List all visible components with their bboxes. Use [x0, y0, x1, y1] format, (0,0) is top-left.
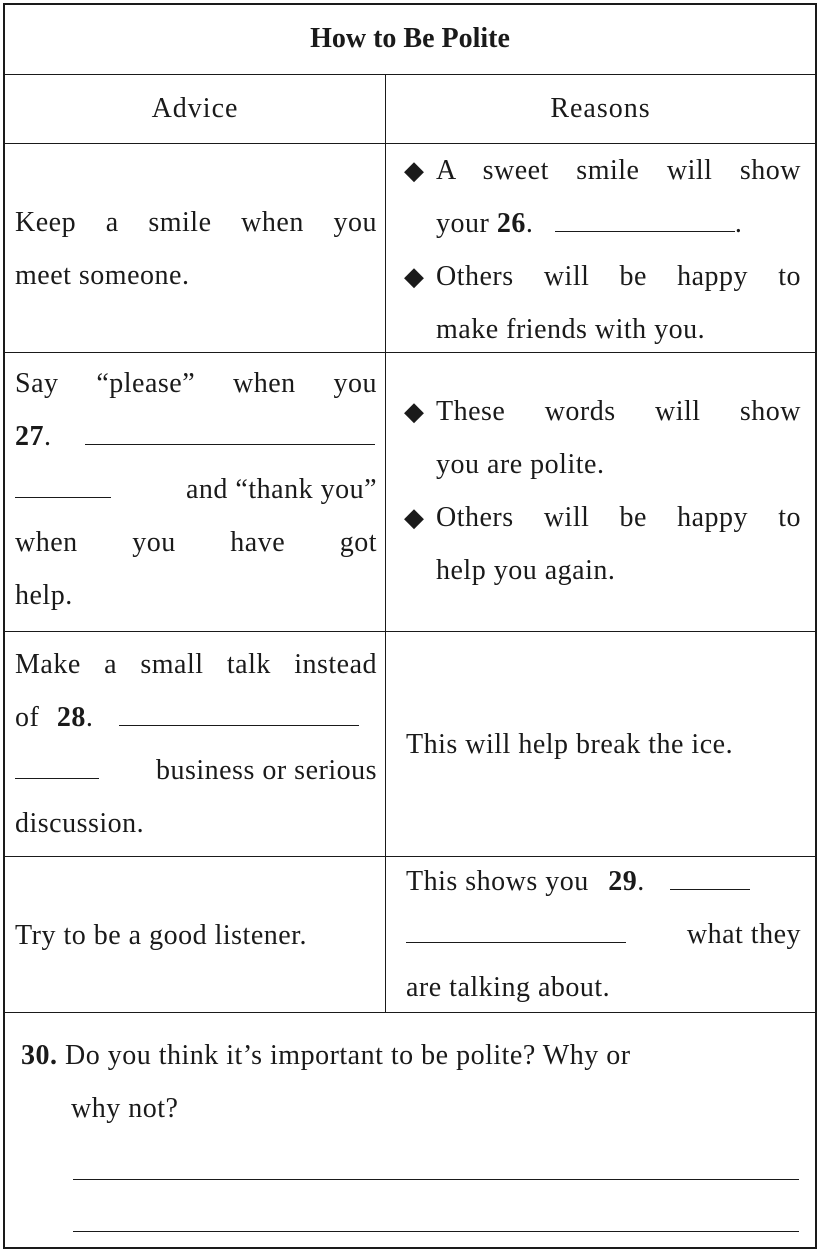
reason-text: These words will show: [436, 396, 801, 427]
reason-cell: [386, 353, 815, 631]
advice-text: Make a small talk instead: [15, 649, 377, 680]
question-number: 29: [608, 866, 638, 897]
advice-cell: Say “please” when you 27. and “thank you” when you have got help.: [5, 353, 386, 631]
reason-cell: ◆ A sweet smile will show your 26. . ◆ Others will be happy to make friends with you.: [386, 144, 815, 352]
answer-blank[interactable]: [670, 865, 750, 890]
reason-text: This shows you: [406, 866, 589, 897]
table-row: [5, 632, 815, 857]
advice-text: Try to be a good listener.: [15, 920, 307, 951]
worksheet-table: [3, 3, 817, 1249]
reason-text: are talking about.: [406, 972, 611, 1003]
question-30-row: [5, 1013, 815, 1251]
advice-cell: Make a small talk instead of 28. business or serious discussion.: [5, 632, 386, 856]
reason-cell: [386, 632, 815, 856]
answer-blank[interactable]: [15, 754, 99, 779]
advice-text: help.: [15, 580, 73, 611]
advice-text: of: [15, 702, 40, 733]
advice-cell: [5, 857, 386, 1012]
answer-blank[interactable]: [15, 473, 111, 498]
advice-header: Advice: [151, 93, 239, 124]
table-row: [5, 144, 815, 353]
reasons-header: Reasons: [550, 93, 651, 124]
advice-text: meet someone.: [15, 260, 190, 291]
reasons-header-cell: [386, 75, 815, 143]
question-text: why not?: [71, 1093, 179, 1124]
reason-cell: This shows you 29. what they are talking about.: [386, 857, 815, 1012]
question-text: Do you think it’s important to be polite? Why or: [65, 1040, 631, 1071]
question-number: 30.: [21, 1040, 58, 1071]
answer-blank[interactable]: [555, 207, 735, 232]
table-title: How to Be Polite: [310, 23, 510, 54]
reason-text: A sweet smile will show: [436, 155, 801, 186]
reason-text: Others will be happy to: [436, 502, 801, 533]
answer-line[interactable]: [73, 1231, 799, 1232]
advice-text: and “thank you”: [186, 474, 377, 505]
advice-header-cell: [5, 75, 386, 143]
advice-cell: [5, 144, 386, 352]
diamond-bullet-icon: ◆: [404, 503, 425, 532]
advice-text: discussion.: [15, 808, 145, 839]
question-number: 27: [15, 421, 44, 452]
reason-text: what they: [686, 919, 801, 950]
advice-text: Keep a smile when you: [15, 207, 377, 238]
question-number: 28: [56, 702, 86, 733]
advice-text: when you have got: [15, 527, 377, 558]
reason-text: Others will be happy to: [436, 261, 801, 292]
diamond-bullet-icon: ◆: [404, 397, 425, 426]
answer-line[interactable]: [73, 1179, 799, 1180]
reason-text: you are polite.: [436, 449, 605, 480]
table-row: [5, 857, 815, 1013]
answer-blank[interactable]: [85, 420, 375, 445]
reason-text: help you again.: [436, 555, 616, 586]
header-row: [5, 75, 815, 144]
table-row: [5, 353, 815, 632]
advice-text: Say “please” when you: [15, 368, 377, 399]
reason-text: make friends with you.: [436, 314, 706, 345]
answer-blank[interactable]: [406, 918, 626, 943]
diamond-bullet-icon: ◆: [404, 156, 425, 185]
answer-blank[interactable]: [119, 701, 359, 726]
reason-text: your: [436, 208, 490, 239]
title-row: [5, 5, 815, 75]
advice-text: business or serious: [155, 755, 377, 786]
diamond-bullet-icon: ◆: [404, 262, 425, 291]
question-number: 26: [496, 208, 526, 239]
reason-text: This will help break the ice.: [406, 729, 734, 760]
